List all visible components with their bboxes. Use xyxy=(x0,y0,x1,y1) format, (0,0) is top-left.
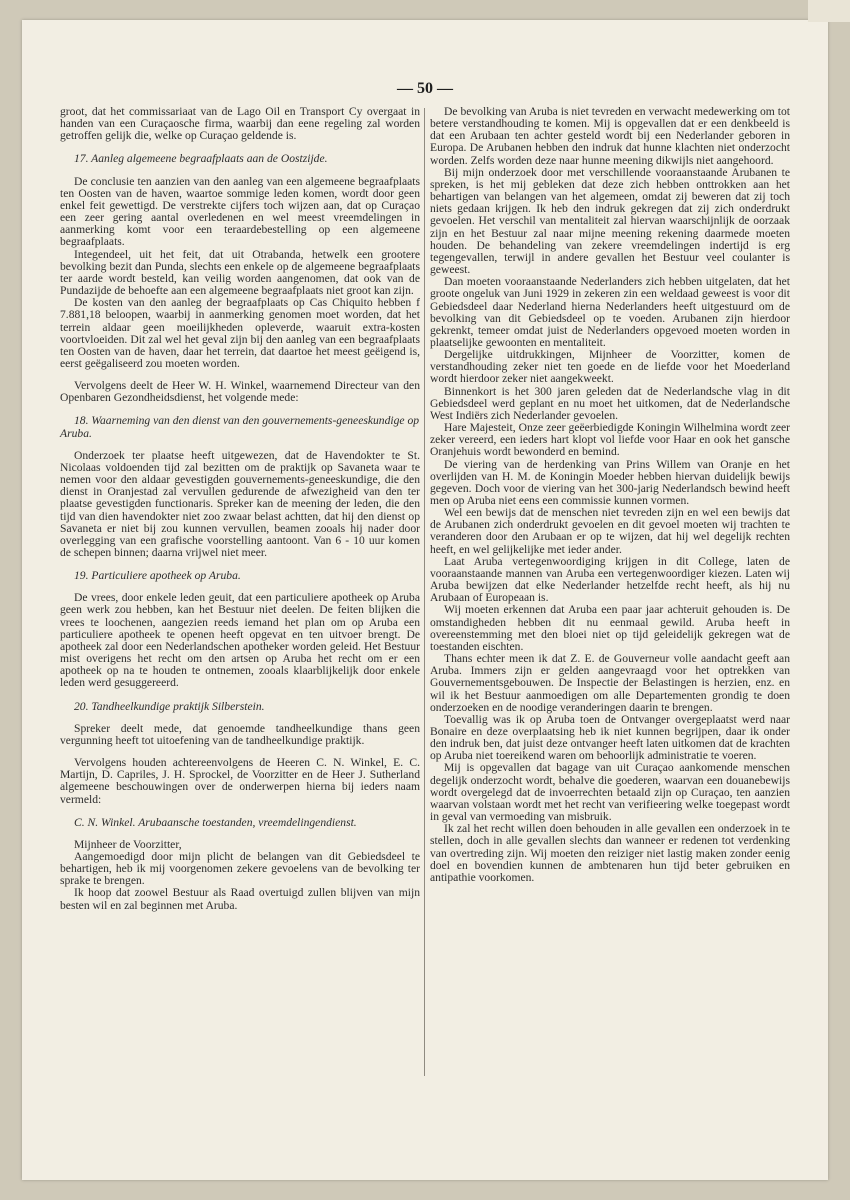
paragraph: Laat Aruba vertegenwoordiging krijgen in dit College, laten de vooraanstaande mannen van Aruba een vertegenwoordiger kiezen. Laten wij Aruba bewijzen dat elke Nederlander hetzelfde recht heeft, als hij nu Arubaan of Europeaan is. xyxy=(430,554,790,605)
paragraph: De viering van de herdenking van Prins Willem van Oranje en het overlijden van H. M. de Koningin Moeder hebben hiervan duidelijk bewijs gegeven. Doch voor de viering van het 300-jarig Nederlandsch bewind heeft men op Aruba niet eens een commissie kunnen vormen. xyxy=(430,457,790,507)
paragraph: Vervolgens deelt de Heer W. H. Winkel, waarnemend Directeur van den Openbaren Gezondheidsdienst, het volgende mede: xyxy=(60,379,420,405)
paragraph: Thans echter meen ik dat Z. E. de Gouverneur volle aandacht geeft aan Aruba. Immers zijn er gelden aangevraagd voor het optrekken van Gouvernementsgebouwen. De Inspectie der Belastingen is herzien, enz. en wil ik het Bestuur aanmoedigen om alle Departementen grondig te doen onderzoeken en de noodige veranderingen daarin te brengen. xyxy=(430,652,790,714)
paragraph: Vervolgens houden achtereenvolgens de Heeren C. N. Winkel, E. C. Martijn, D. Capriles, J. H. Sprockel, de Voorzitter en de Heer J. Sutherland algemeene beschouwingen over de onderwerpen hierna bij ieders naam vermeld: xyxy=(60,756,420,806)
paragraph: Wel een bewijs dat de menschen niet tevreden zijn en wel een bewijs dat de Arubanen zich onderdrukt gevoelen en dit gevoel moeten wij trachten te veranderen door den Arubaan er op te wijzen, dat hij wel degelijk rechten heeft, en wel gelijkelijke met ieder ander. xyxy=(430,506,790,556)
left-column xyxy=(60,106,420,912)
paragraph: Mij is opgevallen dat bagage van uit Curaçao aankomende menschen degelijk onderzocht wordt, behalve die goederen, waarvan een douanebewijs wordt overgelegd dat de invoerrechten betaald zijn op Curaçao, ten aanzien waarvan volstaan wordt met het recht van verifieering welke toegepast wordt in geval van vermoeding van misbruik. xyxy=(430,761,790,824)
paragraph: Aangemoedigd door mijn plicht de belangen van dit Gebiedsdeel te behartigen, heb ik mij voorgenomen zekere gevoelens van de bevolking ter sprake te brengen. xyxy=(60,849,420,888)
section-heading: 17. Aanleg algemeene begraafplaats aan de Oostzijde. xyxy=(74,152,328,166)
paragraph: Binnenkort is het 300 jaren geleden dat de Nederlandsche vlag in dit Gebiedsdeel werd geplant en nu moet het uitkomen, dat de Nederlandsche West Indiërs zich Nederlander gevoelen. xyxy=(430,384,790,422)
paragraph: Dan moeten vooraanstaande Nederlanders zich hebben uitgelaten, dat het groote ongeluk van Juni 1929 in zekeren zin een weldaad geweest is voor dit Gebiedsdeel daar Nederland hierna Nederlanders heeft uitgestuurd om de bevolking van dit Gebiedsdeel op te voeden. Arubanen zijn hierdoor gekrenkt, temeer omdat juist de Nederlanders opgevoed moeten worden in plaatselijke gewoonten en mentaliteit. xyxy=(430,275,790,349)
paragraph: Ik zal het recht willen doen behouden in alle gevallen een onderzoek in te stellen, doch in alle gevallen slechts dan wanneer er redenen tot verdenking van overtreding zijn. Wij moeten den reiziger niet lastig maken zonder eenig doel en bovendien kunnen de ambtenaren hun tijd beter gebruiken en antipathie voorkomen. xyxy=(430,822,790,884)
paragraph: Mijnheer de Voorzitter, xyxy=(74,837,182,851)
column-divider xyxy=(424,108,425,1076)
paragraph: Spreker deelt mede, dat genoemde tandheelkundige thans geen vergunning heeft tot uitoefening van de tandheelkundige praktijk. xyxy=(60,721,420,747)
paragraph: De kosten van den aanleg der begraafplaats op Cas Chiquito hebben f 7.881,18 beloopen, waarbij in aanmerking genomen moet worden, dat het terrein aldaar geen moeilijkheden opleverde, waaruit extra-kosten voortvloeiden. Dit zal wel het geval zijn bij den aanleg van een begraafplaats ten Oosten van de haven, daar het terrein, dat daartoe het meest geëigend is, eerst geëgaliseerd zou moeten worden. xyxy=(60,296,420,370)
paragraph: groot, dat het commissariaat van de Lago Oil en Transport Cy overgaat in handen van een Curaçaosche firma, waarbij dan eene regeling zal worden getroffen gelijk die, welke op Curaçao geldende is. xyxy=(60,105,420,143)
paragraph: Wij moeten erkennen dat Aruba een paar jaar achteruit gehouden is. De omstandigheden hebben dit nu eenmaal gewild. Aruba heeft in overeenstemming met den bloei niet op tijd geleidelijk gekregen wat de toestanden eischten. xyxy=(430,603,790,653)
paragraph: Ik hoop dat zoowel Bestuur als Raad overtuigd zullen blijven van mijn besten wil en zal beginnen met Aruba. xyxy=(60,886,420,912)
paper-corner xyxy=(808,0,850,22)
paragraph: Bij mijn onderzoek door met verschillende vooraanstaande Arubanen te spreken, is het mij gebleken dat deze zich hebben onttrokken aan het behartigen van belangen van het algemeen, omdat zij beweren dat zij toch niets gedaan krijgen. Ik heb den indruk gekregen dat zij zich onderdrukt gevoelen. Het verschil van mentaliteit zal hiervan waarschijnlijk de oorzaak zijn en het Bestuur zal naar mijne meening rekening daarmede moeten houden. De behandeling van zekere vreemdelingen indertijd is erg tegengevallen, terwijl in andere gevallen het Bestuur veel coulanter is geweest. xyxy=(430,165,790,277)
paragraph: De vrees, door enkele leden geuit, dat een particuliere apotheek op Aruba geen werk zou hebben, kan het Bestuur niet deelen. De feiten blijken die vrees te loochenen, aangezien reeds iemand het plan om op Aruba een particuliere apotheek te openen heeft opgevat en ten uitvoer brengt. De apotheek zal door een Nederlandschen apotheker worden geleid. Het Bestuur mist overigens het recht om den artsen op Aruba het recht om er een apotheek op na te houden te ontnemen, zooals klaarblijkelijk door enkele leden werd gesuggereerd. xyxy=(60,591,420,690)
paragraph: Hare Majesteit, Onze zeer geëerbiedigde Koningin Wilhelmina wordt zeer zeker vereerd, een ieders hart klopt vol liefde voor Haar en ook het gansche Oranjehuis wordt bewonderd en bemind. xyxy=(430,421,790,459)
page-number: — 50 — xyxy=(397,80,453,97)
section-heading: 20. Tandheelkundige praktijk Silberstein. xyxy=(74,699,265,713)
paragraph: De conclusie ten aanzien van den aanleg van een algemeene begraafplaats ten Oosten van de haven, waartoe sommige leden komen, wordt door geen enkel feit gewettigd. De verstrekte cijfers toch wijzen aan, dat op Curaçao een zeer gering aantal overledenen en wel meest vreemdelingen in aanmerking komt voor een teraardebestelling op een algemeene begraafplaats. xyxy=(60,174,420,249)
paragraph: Onderzoek ter plaatse heeft uitgewezen, dat de Havendokter te St. Nicolaas voldoenden tijd zal bezitten om de praktijk op Savaneta waar te nemen voor den aldaar gevestigden gouvernements-geneeskundige, die den dienst in Oranjestad zal vervullen gedurende de afwezigheid van den ter plaatse gevestigden functionaris. Spreker kan de meening der leden, die den tijd van dien havendokter niet zoo zwaar belast achtten, dat hij den dienst op Savaneta er niet bij zou kunnen vervullen, beamen zooals hij nader door overlegging van een grafische voorstelling aantoont. Van 6 - 10 uur komen de schepen binnen; daarna vrijwel niet meer. xyxy=(60,448,420,559)
section-heading: 19. Particuliere apotheek op Aruba. xyxy=(74,569,241,583)
paragraph: Toevallig was ik op Aruba toen de Ontvanger overgeplaatst werd naar Bonaire en deze overplaatsing heb ik niet kunnen begrijpen, daar ik onder den indruk ben, dat juist deze ontvanger heeft laten uitkomen dat de krachten op Aruba niet toereikend waren om behoorlijk administratie te voeren. xyxy=(430,712,790,763)
section-heading: 18. Waarneming van den dienst van den gouvernements-geneeskundige op Aruba. xyxy=(60,414,420,440)
section-heading: C. N. Winkel. Arubaansche toestanden, vreemdelingendienst. xyxy=(74,815,357,829)
paragraph: Integendeel, uit het feit, dat uit Otrabanda, hetwelk een grootere bevolking bezit dan Punda, slechts een enkele op de algemeene begraafplaats ter aarde wordt besteld, kan veilig worden aangenomen, dat ook van de Pundazijde de behoefte aan een algemeene begraafplaats niet groot kan zijn. xyxy=(60,247,420,298)
paragraph: Dergelijke uitdrukkingen, Mijnheer de Voorzitter, komen de verstandhouding zeker niet ten goede en de liefde voor het Moederland wordt hierdoor zeker niet aangekweekt. xyxy=(430,348,790,386)
right-column xyxy=(430,106,790,884)
paragraph: De bevolking van Aruba is niet tevreden en verwacht medewerking om tot betere verstandhouding te komen. Mij is opgevallen dat er een denkbeeld is dat een Arubaan ten achter gesteld wordt bij een Nederlander geboren in Europa. De Arubanen hebben den indruk dat hunne klachten niet onderzocht worden. Zelfs worden deze naar hunne meening dikwijls niet aangehoord. xyxy=(430,105,790,167)
